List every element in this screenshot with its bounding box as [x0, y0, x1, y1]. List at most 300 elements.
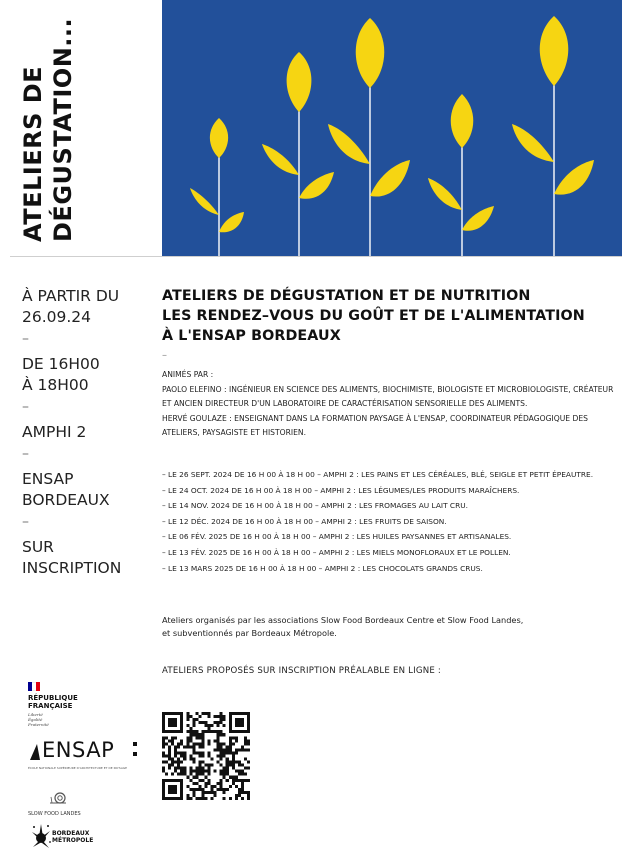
headline-line1: ATELIERS DE DÉGUSTATION ET DE NUTRITION — [162, 288, 531, 304]
qr-module — [201, 770, 204, 773]
qr-module — [247, 718, 250, 721]
qr-module — [186, 739, 189, 742]
session-item: – LE 26 SEPT. 2024 DE 16 H 00 À 18 H 00 – AMPHI 2 : LES PAINS ET LES CÉRÉALES, BLÉ, SEIGLE ET PETIT ÉPEAUTRE. — [162, 469, 594, 479]
qr-module — [235, 748, 238, 751]
qr-module — [232, 767, 235, 770]
hosts — [162, 368, 617, 441]
dash: – — [22, 331, 29, 347]
qr-module — [162, 724, 165, 727]
qr-module — [208, 782, 211, 785]
qr-module — [211, 788, 214, 791]
qr-module — [174, 779, 177, 782]
qr-module — [168, 788, 171, 791]
venue: ENSAP BORDEAUX — [22, 470, 110, 509]
qr-module — [235, 797, 238, 800]
qr-module — [232, 742, 235, 745]
qr-module — [204, 776, 207, 779]
qr-module — [180, 797, 183, 800]
qr-module — [223, 715, 226, 718]
qr-module — [229, 727, 232, 730]
qr-module — [186, 712, 189, 715]
divider — [10, 256, 622, 257]
qr-module — [168, 718, 171, 721]
session-item: – LE 13 FÉV. 2025 DE 16 H 00 À 18 H 00 – AMPHI 2 : LES MIELS MONOFLORAUX ET LE POLLEN. — [162, 547, 511, 557]
qr-module — [235, 724, 238, 727]
french-flag-icon — [28, 682, 40, 691]
qr-module — [195, 730, 198, 733]
qr-module — [238, 773, 241, 776]
qr-module — [229, 745, 232, 748]
qr-module — [174, 721, 177, 724]
qr-module — [232, 764, 235, 767]
qr-module — [174, 751, 177, 754]
side-title-line1: ATELIERS DE — [19, 65, 47, 242]
qr-module — [229, 785, 232, 788]
qr-module — [208, 724, 211, 727]
qr-module — [186, 742, 189, 745]
qr-module — [174, 712, 177, 715]
qr-module — [241, 782, 244, 785]
qr-module — [168, 754, 171, 757]
side-title-line2: DÉGUSTATION... — [49, 17, 77, 242]
qr-module — [165, 730, 168, 733]
qr-module — [247, 779, 250, 782]
qr-module — [171, 797, 174, 800]
qr-module — [192, 730, 195, 733]
qr-module — [183, 770, 186, 773]
qr-module — [168, 748, 171, 751]
qr-module — [241, 724, 244, 727]
qr-module — [177, 712, 180, 715]
qr-module — [186, 785, 189, 788]
qr-module — [177, 767, 180, 770]
qr-module — [217, 754, 220, 757]
qr-module — [247, 761, 250, 764]
qr-module — [208, 770, 211, 773]
qr-module — [204, 770, 207, 773]
qr-module — [223, 733, 226, 736]
qr-module — [217, 730, 220, 733]
qr-module — [238, 748, 241, 751]
qr-module — [244, 779, 247, 782]
qr-module — [241, 788, 244, 791]
qr-module — [247, 724, 250, 727]
hero-illustration — [162, 0, 622, 256]
qr-module — [168, 712, 171, 715]
qr-module — [204, 764, 207, 767]
qr-module — [235, 736, 238, 739]
session-item: – LE 24 OCT. 2024 DE 16 H 00 À 18 H 00 – AMPHI 2 : LES LÉGUMES/LES PRODUITS MARAÎCHERS. — [162, 485, 520, 495]
qr-module — [244, 767, 247, 770]
qr-module — [232, 736, 235, 739]
qr-module — [189, 745, 192, 748]
qr-module — [162, 712, 165, 715]
qr-module — [211, 764, 214, 767]
qr-module — [201, 754, 204, 757]
qr-module — [235, 718, 238, 721]
qr-module — [235, 761, 238, 764]
qr-module — [171, 758, 174, 761]
qr-module — [165, 736, 168, 739]
qr-module — [214, 748, 217, 751]
qr-module — [223, 773, 226, 776]
qr-module — [177, 761, 180, 764]
qr-module — [168, 785, 171, 788]
qr-module — [220, 712, 223, 715]
qr-module — [241, 730, 244, 733]
qr-module — [174, 761, 177, 764]
qr-module — [229, 721, 232, 724]
qr-module — [165, 712, 168, 715]
qr-module — [192, 721, 195, 724]
qr-module — [232, 730, 235, 733]
qr-module — [180, 730, 183, 733]
qr-module — [171, 773, 174, 776]
qr-module — [214, 794, 217, 797]
qr-module — [162, 767, 165, 770]
qr-module — [189, 788, 192, 791]
qr-module — [238, 712, 241, 715]
qr-module — [244, 742, 247, 745]
qr-module — [180, 724, 183, 727]
start-date: À PARTIR DU 26.09.24 — [22, 287, 120, 326]
side-title — [18, 10, 118, 242]
qr-module — [180, 773, 183, 776]
qr-module — [238, 724, 241, 727]
qr-module — [186, 797, 189, 800]
qr-module — [168, 745, 171, 748]
qr-module — [214, 715, 217, 718]
qr-module — [177, 742, 180, 745]
host-1: PAOLO ELEFINO : INGÉNIEUR EN SCIENCE DES ALIMENTS, BIOCHIMISTE, BIOLOGISTE ET MICROBIOLOGISTE, CRÉATEUR ET ANCIEN DIRECTEUR D'UN LABORATOIRE DE CARACTÉRISATION SENSORIELLE DES ALIMENTS. — [162, 384, 614, 409]
qr-module — [220, 748, 223, 751]
qr-module — [208, 791, 211, 794]
qr-module — [204, 782, 207, 785]
qr-module — [208, 764, 211, 767]
qr-module — [208, 773, 211, 776]
qr-module — [168, 721, 171, 724]
qr-module — [229, 764, 232, 767]
qr-module — [220, 751, 223, 754]
qr-module — [223, 751, 226, 754]
qr-module — [171, 712, 174, 715]
qr-module — [217, 761, 220, 764]
qr-module — [247, 748, 250, 751]
qr-module — [186, 794, 189, 797]
qr-module — [198, 754, 201, 757]
qr-module — [226, 779, 229, 782]
qr-module — [183, 758, 186, 761]
session-list — [162, 467, 617, 576]
qr-module — [220, 758, 223, 761]
qr-module — [220, 754, 223, 757]
qr-module — [192, 776, 195, 779]
qr-module — [208, 730, 211, 733]
time-range: DE 16H00 À 18H00 — [22, 355, 100, 394]
qr-module — [244, 739, 247, 742]
qr-module — [241, 779, 244, 782]
qr-module — [241, 718, 244, 721]
qr-module — [201, 751, 204, 754]
qr-module — [208, 767, 211, 770]
qr-module — [241, 745, 244, 748]
qr-module — [195, 718, 198, 721]
qr-module — [198, 788, 201, 791]
qr-module — [162, 770, 165, 773]
qr-module — [162, 727, 165, 730]
qr-module — [214, 721, 217, 724]
registration-note: ATELIERS PROPOSÉS SUR INSCRIPTION PRÉALABLE EN LIGNE : — [162, 666, 442, 677]
qr-module — [217, 733, 220, 736]
snail-icon — [48, 791, 68, 805]
qr-module — [223, 754, 226, 757]
qr-module — [165, 797, 168, 800]
qr-module — [180, 791, 183, 794]
qr-module — [186, 718, 189, 721]
qr-module — [201, 733, 204, 736]
qr-module — [198, 761, 201, 764]
qr-module — [211, 791, 214, 794]
qr-module — [195, 767, 198, 770]
qr-module — [204, 721, 207, 724]
qr-module — [220, 715, 223, 718]
qr-module — [183, 745, 186, 748]
qr-module — [247, 797, 250, 800]
qr-module — [247, 739, 250, 742]
qr-module — [162, 742, 165, 745]
qr-module — [162, 779, 165, 782]
qr-module — [244, 736, 247, 739]
qr-module — [180, 785, 183, 788]
qr-module — [168, 730, 171, 733]
qr-module — [198, 721, 201, 724]
qr-module — [244, 791, 247, 794]
session-item: – LE 12 DÉC. 2024 DE 16 H 00 À 18 H 00 – AMPHI 2 : LES FRUITS DE SAISON. — [162, 516, 447, 526]
qr-module — [180, 721, 183, 724]
qr-module — [168, 751, 171, 754]
qr-module — [220, 773, 223, 776]
qr-module — [198, 751, 201, 754]
qr-module — [238, 721, 241, 724]
qr-module — [220, 779, 223, 782]
qr-module — [174, 791, 177, 794]
qr-module — [162, 718, 165, 721]
qr-module — [192, 745, 195, 748]
qr-module — [247, 767, 250, 770]
qr-module — [232, 754, 235, 757]
qr-module — [232, 751, 235, 754]
qr-module — [192, 770, 195, 773]
organizers: Ateliers organisés par les associations Slow Food Bordeaux Centre et Slow Food Landes, et subventionnés par Bordeaux Métropole. — [162, 615, 524, 639]
qr-module — [208, 751, 211, 754]
qr-module — [201, 794, 204, 797]
qr-module — [211, 724, 214, 727]
qr-module — [229, 730, 232, 733]
qr-module — [244, 748, 247, 751]
qr-module — [238, 791, 241, 794]
qr-module — [162, 721, 165, 724]
hosts-label: ANIMÉS PAR : — [162, 370, 214, 379]
qr-module — [192, 758, 195, 761]
qr-module — [241, 797, 244, 800]
qr-module — [186, 715, 189, 718]
host-2: HERVÉ GOULAZE : ENSEIGNANT DANS LA FORMATION PAYSAGE À L'ENSAP, COORDINATEUR PÉDAGOGIQUE DES ATELIERS, PAYSAGISTE ET HISTORIEN. — [162, 413, 588, 438]
qr-module — [162, 754, 165, 757]
qr-module — [195, 797, 198, 800]
qr-module — [195, 773, 198, 776]
qr-module — [235, 721, 238, 724]
qr-module — [226, 788, 229, 791]
qr-module — [162, 782, 165, 785]
qr-module — [211, 730, 214, 733]
qr-module — [235, 785, 238, 788]
qr-module — [217, 782, 220, 785]
bordeaux-metropole-logo: BORDEAUX MÉTROPOLE — [30, 822, 110, 862]
qr-module — [235, 730, 238, 733]
qr-module — [189, 758, 192, 761]
qr-module — [229, 712, 232, 715]
qr-module — [162, 730, 165, 733]
qr-module — [229, 715, 232, 718]
qr-module — [220, 745, 223, 748]
qr-module — [165, 754, 168, 757]
qr-module — [189, 730, 192, 733]
qr-module — [238, 761, 241, 764]
qr-module — [180, 712, 183, 715]
qr-module — [171, 761, 174, 764]
qr-module — [247, 730, 250, 733]
qr-module — [195, 736, 198, 739]
qr-module — [189, 736, 192, 739]
qr-module — [162, 715, 165, 718]
qr-module — [238, 730, 241, 733]
qr-module — [220, 764, 223, 767]
qr-module — [177, 758, 180, 761]
qr-module — [168, 779, 171, 782]
qr-module — [183, 751, 186, 754]
qr-module — [171, 764, 174, 767]
registration-qr-code[interactable] — [162, 712, 250, 800]
qr-module — [201, 797, 204, 800]
qr-module — [241, 785, 244, 788]
qr-module — [192, 788, 195, 791]
qr-module — [174, 767, 177, 770]
qr-module — [165, 779, 168, 782]
qr-module — [162, 761, 165, 764]
qr-module — [192, 718, 195, 721]
qr-module — [201, 712, 204, 715]
qr-module — [174, 754, 177, 757]
registration: SUR INSCRIPTION — [22, 538, 122, 577]
qr-module — [168, 724, 171, 727]
qr-module — [198, 742, 201, 745]
qr-module — [174, 724, 177, 727]
qr-module — [198, 736, 201, 739]
qr-module — [235, 776, 238, 779]
session-item: – LE 06 FÉV. 2025 DE 16 H 00 À 18 H 00 – AMPHI 2 : LES HUILES PAYSANNES ET ARTISANALES. — [162, 532, 512, 542]
qr-module — [168, 791, 171, 794]
qr-module — [186, 724, 189, 727]
qr-module — [226, 767, 229, 770]
qr-module — [180, 715, 183, 718]
qr-module — [223, 724, 226, 727]
ensap-dots-icon — [132, 742, 138, 756]
qr-module — [208, 712, 211, 715]
qr-module — [168, 739, 171, 742]
qr-module — [174, 785, 177, 788]
qr-module — [171, 779, 174, 782]
qr-module — [177, 779, 180, 782]
qr-module — [162, 788, 165, 791]
qr-module — [177, 730, 180, 733]
qr-module — [174, 788, 177, 791]
qr-module — [229, 761, 232, 764]
qr-module — [204, 730, 207, 733]
qr-module — [171, 739, 174, 742]
qr-module — [229, 742, 232, 745]
qr-module — [195, 712, 198, 715]
qr-module — [229, 797, 232, 800]
qr-module — [180, 761, 183, 764]
qr-module — [189, 739, 192, 742]
qr-module — [214, 739, 217, 742]
qr-module — [229, 736, 232, 739]
qr-module — [192, 794, 195, 797]
event-info — [22, 286, 152, 579]
qr-module — [208, 715, 211, 718]
qr-module — [192, 724, 195, 727]
qr-module — [208, 754, 211, 757]
qr-module — [204, 785, 207, 788]
qr-module — [217, 748, 220, 751]
qr-module — [238, 764, 241, 767]
qr-module — [241, 721, 244, 724]
qr-module — [226, 745, 229, 748]
qr-module — [232, 758, 235, 761]
qr-module — [171, 730, 174, 733]
dash: – — [22, 514, 29, 530]
qr-module — [201, 745, 204, 748]
qr-module — [235, 770, 238, 773]
qr-module — [201, 761, 204, 764]
ensap-mark-icon — [28, 740, 42, 762]
qr-module — [174, 730, 177, 733]
qr-module — [174, 748, 177, 751]
qr-module — [226, 758, 229, 761]
qr-module — [235, 712, 238, 715]
qr-module — [177, 764, 180, 767]
qr-module — [195, 770, 198, 773]
qr-module — [244, 712, 247, 715]
qr-module — [180, 779, 183, 782]
qr-module — [201, 736, 204, 739]
qr-module — [171, 736, 174, 739]
dash: – — [162, 350, 167, 361]
qr-module — [180, 788, 183, 791]
qr-module — [162, 739, 165, 742]
qr-module — [189, 715, 192, 718]
qr-module — [226, 748, 229, 751]
qr-module — [208, 739, 211, 742]
qr-module — [238, 779, 241, 782]
qr-module — [189, 770, 192, 773]
qr-module — [168, 797, 171, 800]
qr-module — [192, 782, 195, 785]
qr-module — [165, 773, 168, 776]
qr-module — [162, 745, 165, 748]
qr-module — [211, 785, 214, 788]
qr-module — [232, 782, 235, 785]
